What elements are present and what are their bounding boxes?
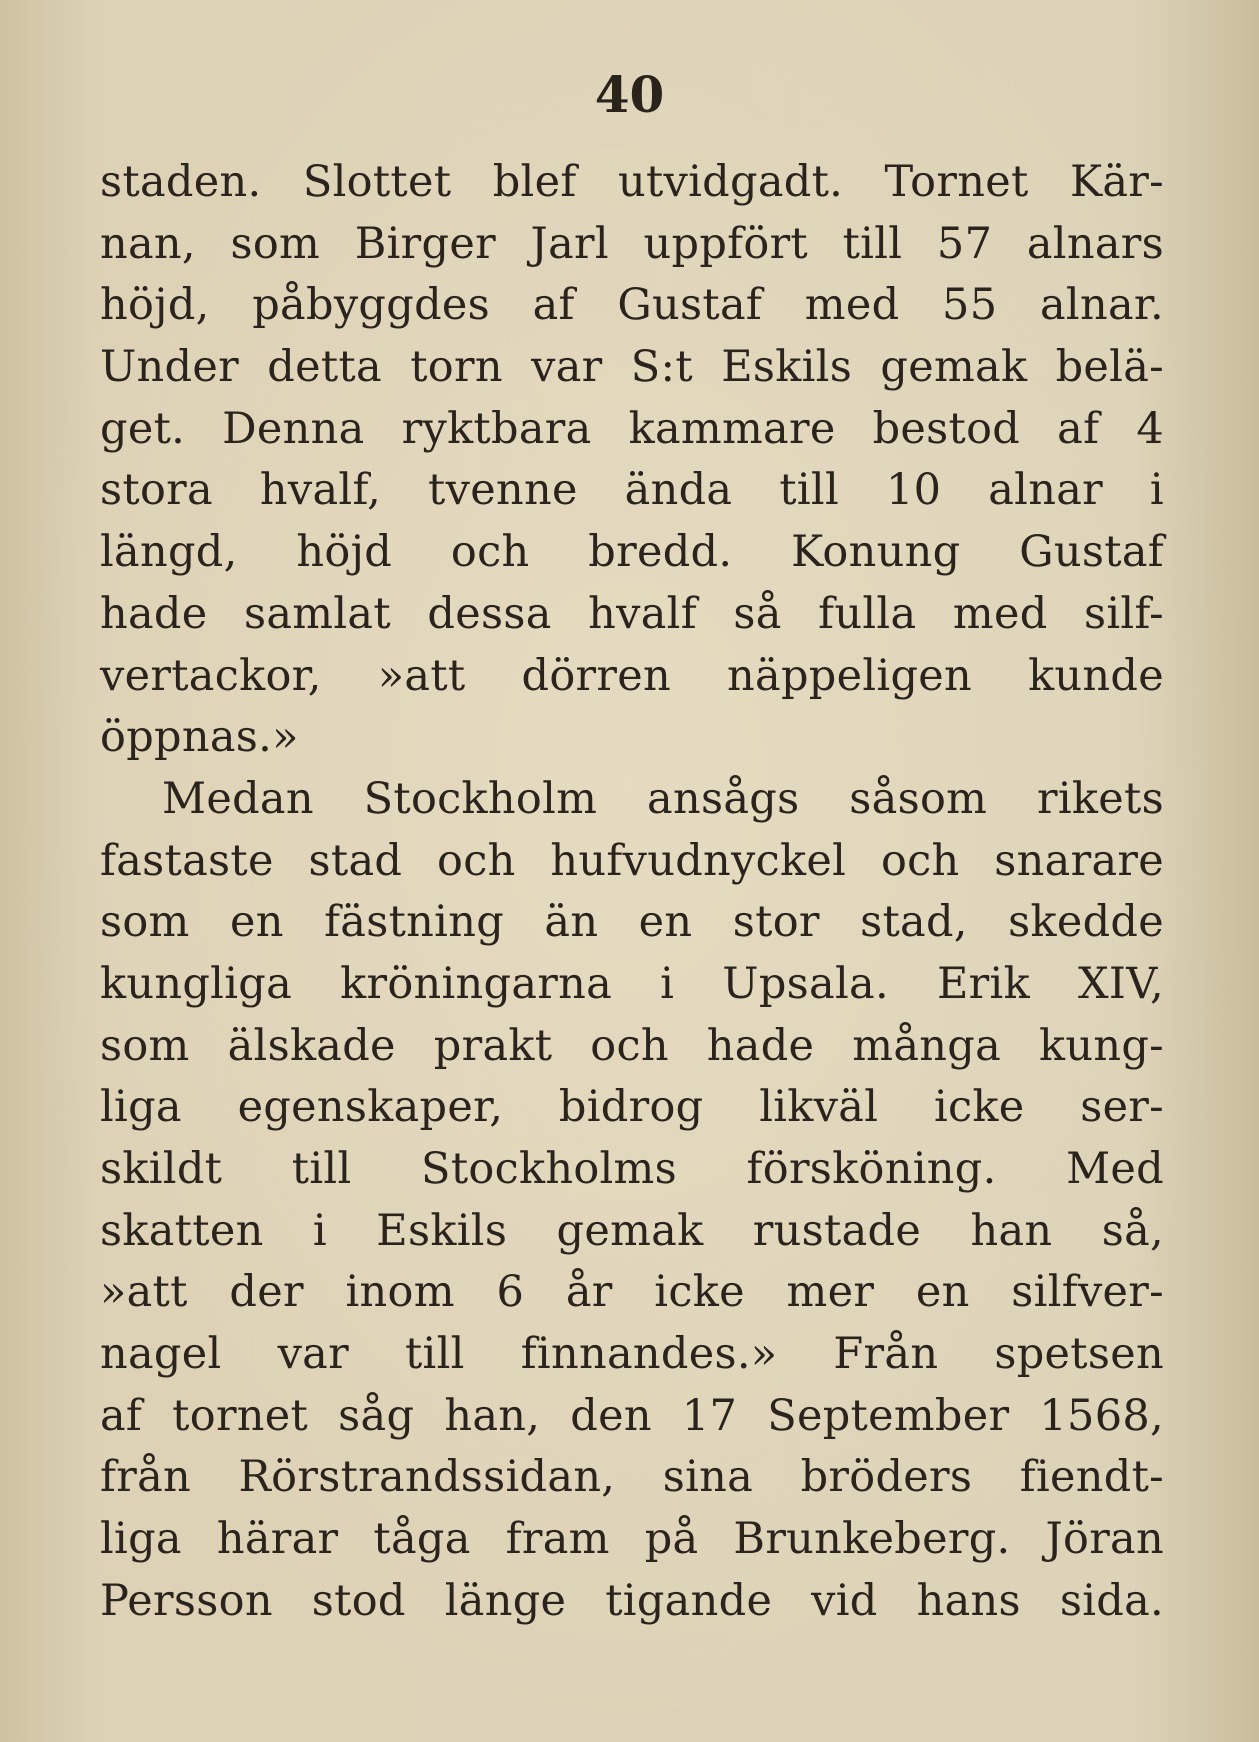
text-line: get. Denna ryktbara kammare bestod af 4 xyxy=(100,403,1164,454)
text-line: höjd, påbyggdes af Gustaf med 55 alnar. xyxy=(100,280,1164,331)
text-line: liga härar tåga fram på Brunkeberg. Jöran xyxy=(100,1514,1164,1565)
text-line: kungliga kröningarna i Upsala. Erik XIV, xyxy=(100,958,1164,1009)
text-line: Medan Stockholm ansågs såsom rikets xyxy=(162,773,1164,824)
text-line: från Rörstrandssidan, sina bröders fiendt- xyxy=(100,1452,1164,1503)
page-number: 40 xyxy=(594,65,665,124)
body-text xyxy=(100,152,1164,1633)
text-line: staden. Slottet blef utvidgadt. Tornet Kär- xyxy=(100,157,1164,207)
text-line: Under detta torn var S:t Eskils gemak belä- xyxy=(100,342,1164,393)
text-line: liga egenskaper, bidrog likväl icke ser- xyxy=(100,1082,1164,1133)
text-line: Persson stod länge tigande vid hans sida. xyxy=(100,1575,1164,1626)
text-line: skatten i Eskils gemak rustade han så, xyxy=(100,1205,1164,1256)
text-line: längd, höjd och bredd. Konung Gustaf xyxy=(100,527,1164,578)
text-line: som en fästning än en stor stad, skedde xyxy=(100,897,1164,948)
text-line: hade samlat dessa hvalf så fulla med silf- xyxy=(100,588,1164,639)
text-line: »att der inom 6 år icke mer en silfver- xyxy=(100,1267,1164,1318)
text-line: som älskade prakt och hade många kung- xyxy=(100,1020,1164,1071)
text-line: skildt till Stockholms försköning. Med xyxy=(100,1144,1164,1194)
text-line: af tornet såg han, den 17 September 1568, xyxy=(100,1390,1164,1441)
text-line: nagel var till finnandes.» Från spetsen xyxy=(100,1329,1164,1380)
text-line: stora hvalf, tvenne ända till 10 alnar i xyxy=(100,465,1164,516)
text-line: öppnas.» xyxy=(100,712,299,763)
text-line: fastaste stad och hufvudnyckel och snarare xyxy=(100,835,1164,886)
text-line: nan, som Birger Jarl uppfört till 57 alnars xyxy=(100,218,1164,269)
text-line: vertackor, »att dörren näppeligen kunde xyxy=(100,650,1164,701)
